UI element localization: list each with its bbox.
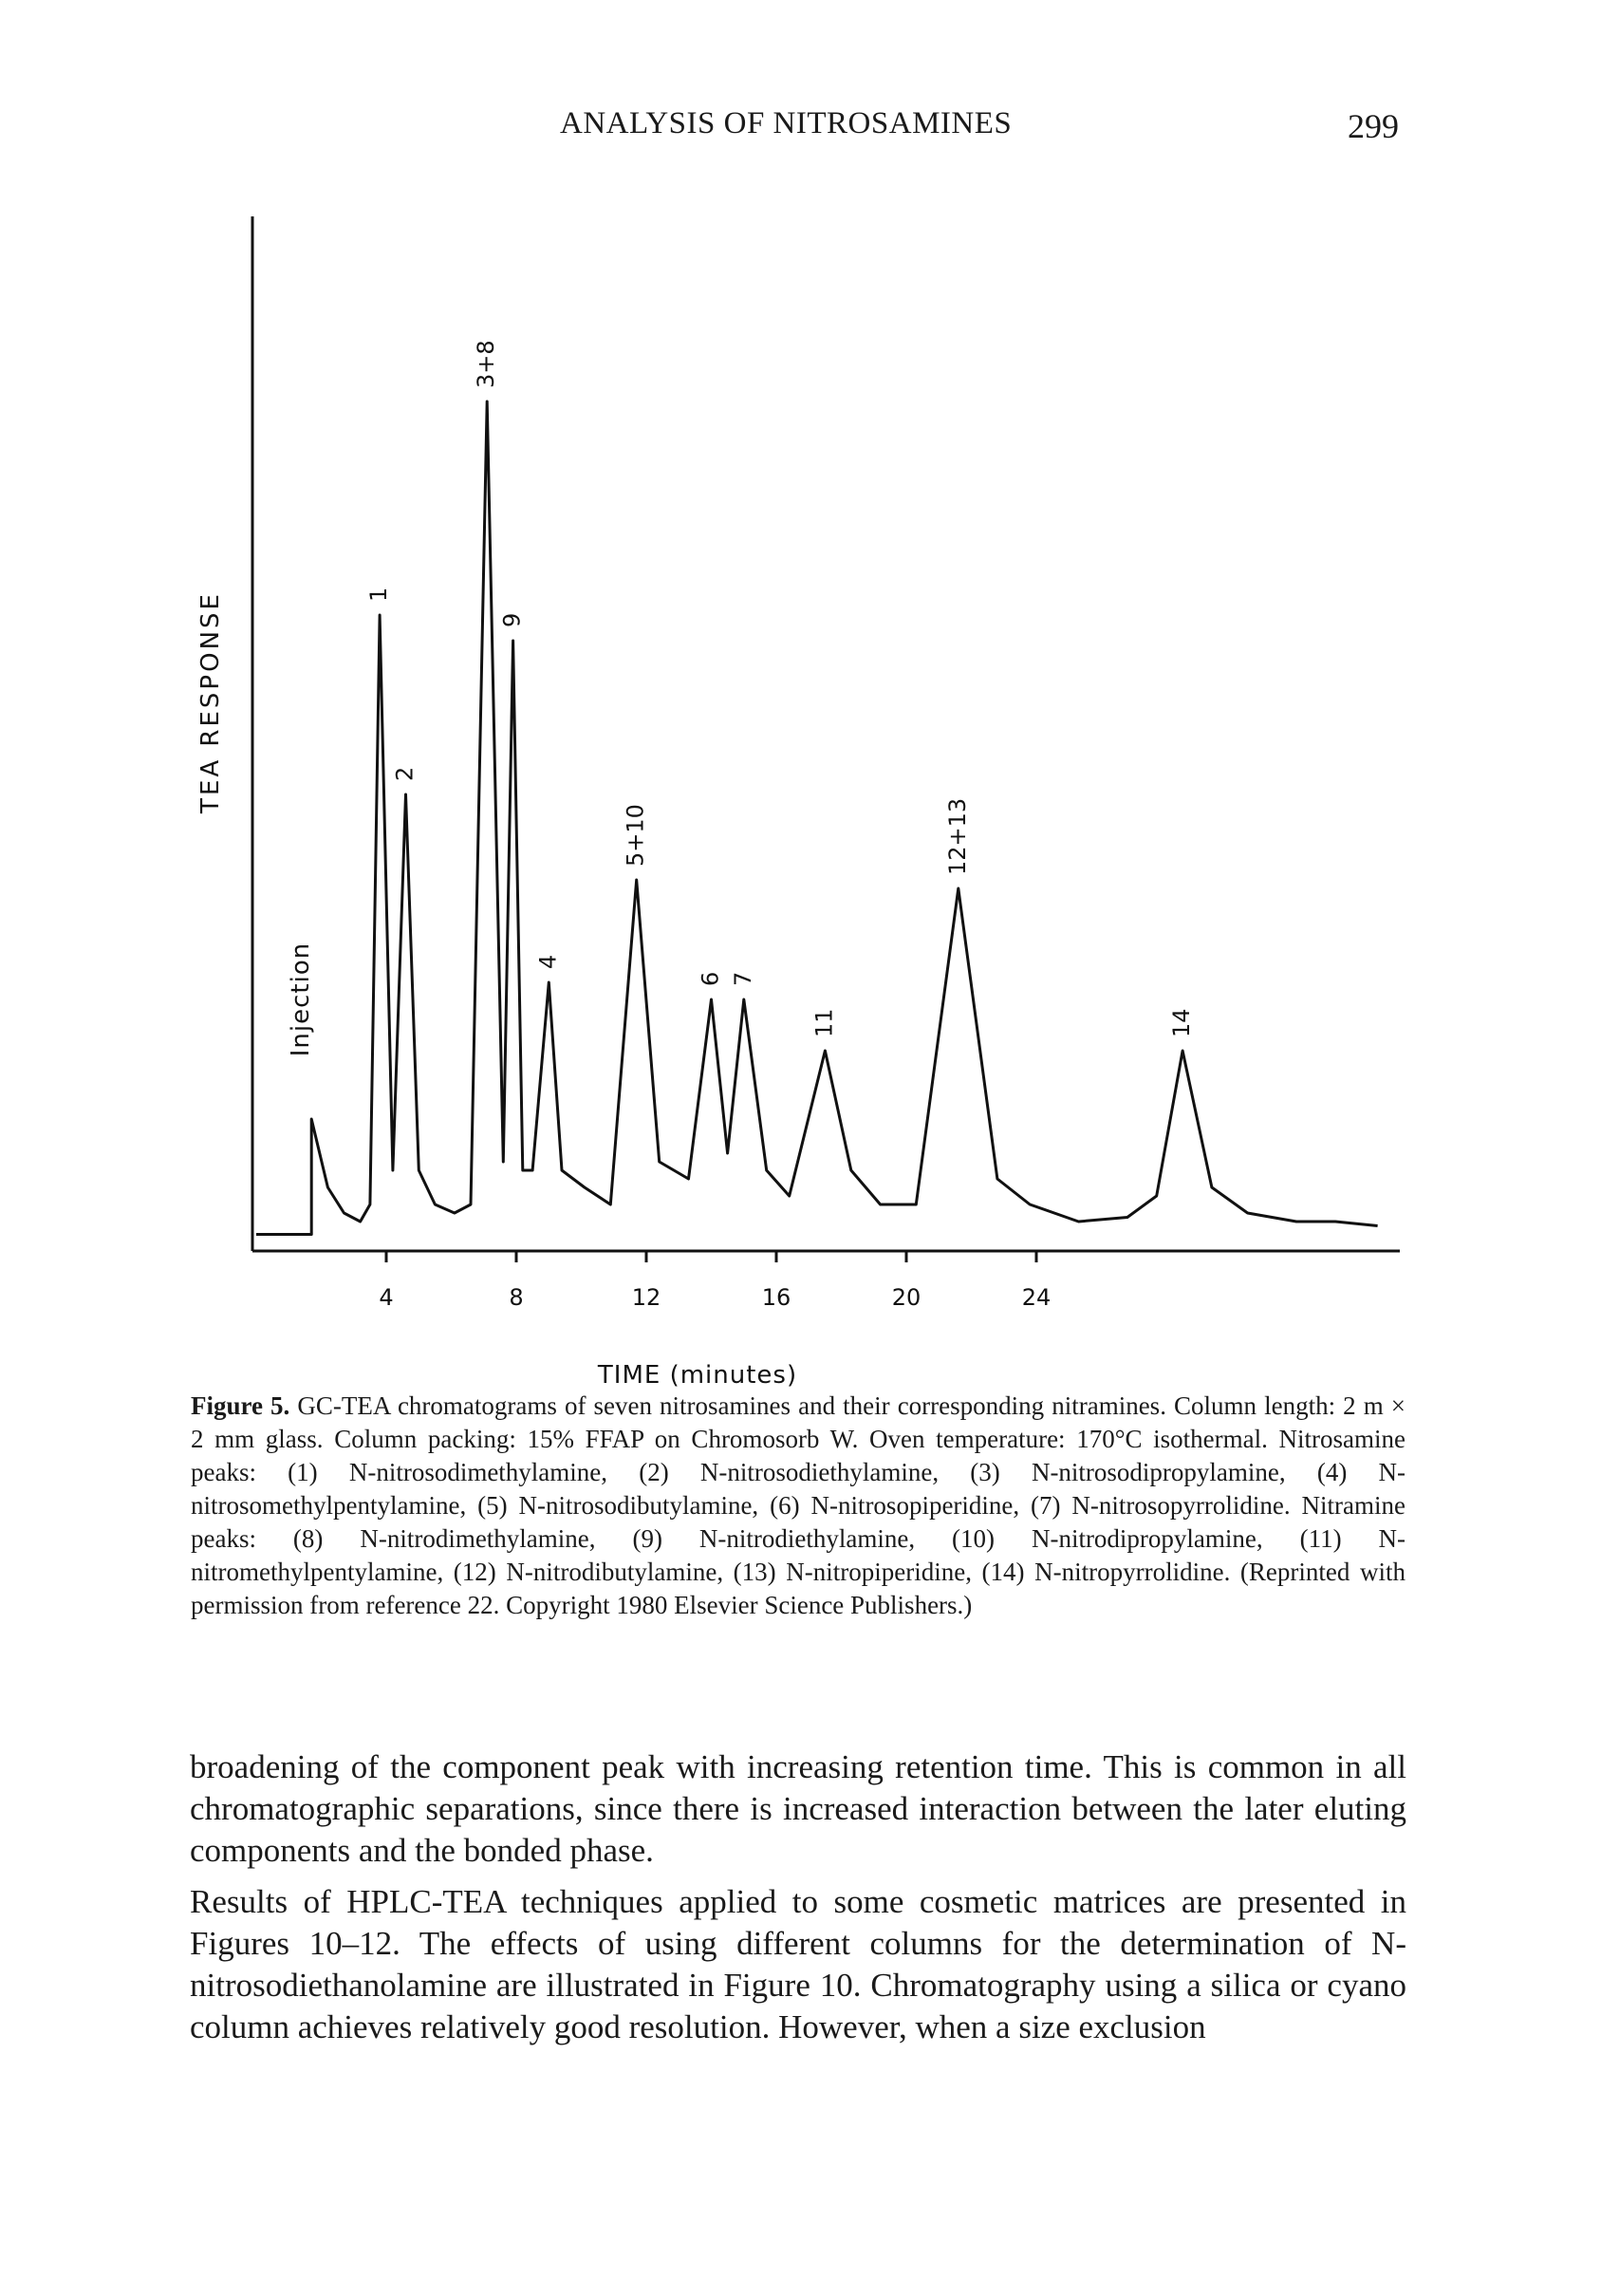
peak-label: 12+13: [943, 797, 971, 875]
x-axis-label: TIME (minutes): [597, 1361, 798, 1390]
injection-label: Injection: [287, 942, 315, 1057]
x-tick-label: 8: [509, 1284, 524, 1311]
running-title: ANALYSIS OF NITROSAMINES: [560, 106, 1013, 140]
peak-label: 3+8: [473, 340, 500, 388]
peak-label: 2: [391, 766, 419, 781]
peak-label: 11: [810, 1008, 838, 1037]
figure-label: Figure 5.: [191, 1391, 290, 1420]
peak-label: 14: [1168, 1008, 1196, 1037]
y-axis-label: TEA RESPONSE: [196, 591, 225, 813]
x-tick-label: 16: [761, 1284, 791, 1311]
peak-label: 4: [534, 954, 562, 969]
x-tick-label: 20: [891, 1284, 922, 1311]
chromatogram-trace: [256, 401, 1378, 1235]
peak-label: 7: [729, 971, 756, 986]
x-tick-label: 12: [631, 1284, 661, 1311]
peak-label: 5+10: [622, 804, 649, 867]
body-paragraph-1: broadening of the component peak with increasing retention time. This is common in all chromatographic separations, since there is increased interaction between the later eluting components and the bonded phase.: [190, 1748, 1406, 1869]
peak-label: 6: [697, 971, 724, 986]
figure-caption-text: GC-TEA chromatograms of seven nitrosamines and their corresponding nitramines. Column length: 2 m × 2 mm glass. Column packing: 15% FFAP on Chromosorb W. Oven temperature: 170°C isothermal. Nitrosamine peaks: (1) N-nitrosodimethylamine, (2) N-nitrosodiethylamine, (3) N-nitrosodipropylamine, (4) N-nitrosomethylpentylamine, (5) N-nitrosodibutylamine, (6) N-nitrosopiperidine, (7) N-nitrosopyrrolidine. Nitramine peaks: (8) N-nitrodimethylamine, (9) N-nitrodiethylamine, (10) N-nitrodipropylamine, (11) N-nitromethylpentylamine, (12) N-nitrodibutylamine, (13) N-nitropiperidine, (14) N-nitropyrrolidine. (Reprinted with permission from reference 22. Copyright 1980 Elsevier Science Publishers.): [191, 1391, 1406, 1619]
peak-label: 9: [498, 612, 526, 627]
peak-label: 1: [365, 587, 393, 602]
page-number: 299: [1348, 107, 1399, 145]
figure-caption: [191, 1390, 1406, 1622]
body-paragraph-2: Results of HPLC-TEA techniques applied to some cosmetic matrices are presented in Figures 10–12. The effects of using different columns for the determination of N-nitrosodiethanolamine are illustrated in Figure 10. Chromatography using a silica or cyano column achieves relatively good resolution. However, when a size exclusion: [190, 1883, 1406, 2045]
x-tick-label: 24: [1021, 1284, 1052, 1311]
x-tick-label: 4: [379, 1284, 394, 1311]
